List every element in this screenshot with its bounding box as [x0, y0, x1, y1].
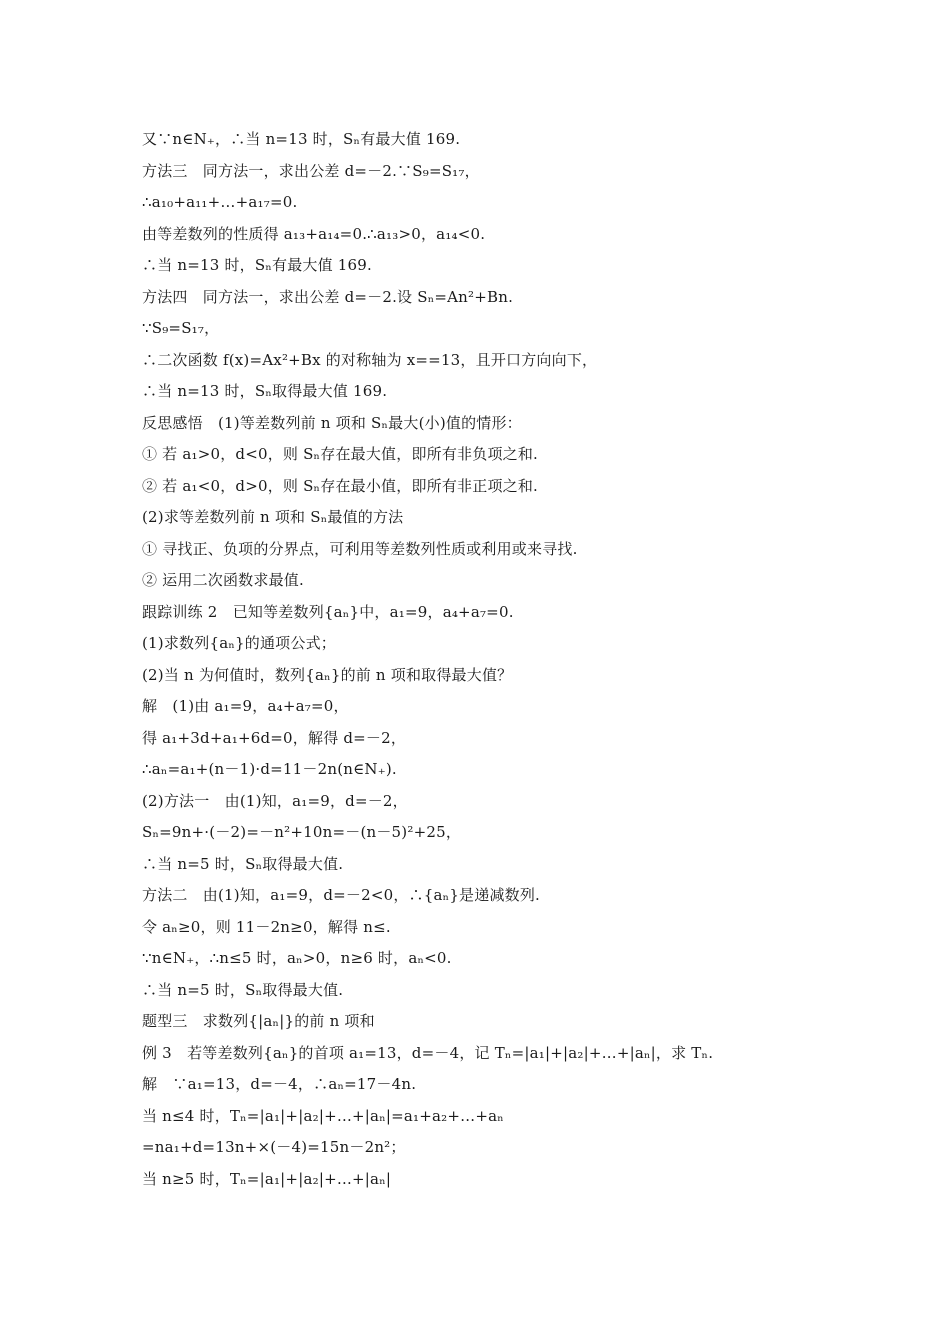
text-line: ∴当 n=13 时，Sₙ取得最大值 169. — [142, 382, 388, 400]
text-line: ∴二次函数 f(x)=Ax²+Bx 的对称轴为 x==13，且开口方向向下， — [142, 350, 598, 369]
text-line: (1)求数列{aₙ}的通项公式； — [142, 634, 336, 652]
text-line: ② 运用二次函数求最值. — [142, 571, 304, 589]
text-line: ∵S₉=S₁₇， — [142, 319, 220, 337]
text-line: 由等差数列的性质得 a₁₃+a₁₄=0.∴a₁₃>0，a₁₄<0. — [142, 224, 486, 243]
text-line: 当 n≥5 时，Tₙ=|a₁|+|a₂|+…+|aₙ| — [142, 1169, 392, 1188]
text-line: ① 若 a₁>0，d<0，则 Sₙ存在最大值，即所有非负项之和. — [142, 445, 539, 463]
text-line: (2)方法一 由(1)知，a₁=9，d=－2， — [142, 791, 408, 810]
text-line: 反思感悟 (1)等差数列前 n 项和 Sₙ最大(小)值的情形： — [142, 413, 522, 432]
text-line: 例 3 若等差数列{aₙ}的首项 a₁=13，d=－4，记 Tₙ=|a₁|+|a₂|+…+|aₙ|，求 Tₙ. — [142, 1043, 714, 1062]
text-line: 当 n≤4 时，Tₙ=|a₁|+|a₂|+…+|aₙ|=a₁+a₂+…+aₙ — [142, 1106, 504, 1125]
text-line: 解 ∵a₁=13，d=－4，∴aₙ=17－4n. — [142, 1075, 417, 1093]
text-line: 得 a₁+3d+a₁+6d=0，解得 d=－2， — [142, 728, 407, 747]
text-line: ① 寻找正、负项的分界点，可利用等差数列性质或利用或来寻找. — [142, 539, 578, 558]
document-body — [142, 124, 842, 1195]
text-line: 方法三 同方法一，求出公差 d=－2.∵S₉=S₁₇， — [142, 161, 480, 180]
text-line: 题型三 求数列{|aₙ|}的前 n 项和 — [142, 1012, 375, 1030]
text-line: ② 若 a₁<0，d>0，则 Sₙ存在最小值，即所有非正项之和. — [142, 476, 539, 495]
text-line: ∵n∈N₊，∴n≤5 时，aₙ>0，n≥6 时，aₙ<0. — [142, 949, 452, 967]
text-line: 令 aₙ≥0，则 11－2n≥0，解得 n≤. — [142, 917, 391, 936]
text-line: 方法四 同方法一，求出公差 d=－2.设 Sₙ=An²+Bn. — [142, 287, 514, 306]
text-line: ∴当 n=13 时，Sₙ有最大值 169. — [142, 256, 372, 274]
text-line: (2)当 n 为何值时，数列{aₙ}的前 n 项和取得最大值？ — [142, 665, 513, 684]
text-line: 又∵n∈N₊，∴当 n=13 时，Sₙ有最大值 169. — [142, 130, 461, 148]
text-line: 方法二 由(1)知，a₁=9，d=－2<0，∴{aₙ}是递减数列. — [142, 886, 541, 904]
text-line: (2)求等差数列前 n 项和 Sₙ最值的方法 — [142, 508, 404, 526]
text-line: 跟踪训练 2 已知等差数列{aₙ}中，a₁=9，a₄+a₇=0. — [142, 602, 514, 621]
text-line: 解 (1)由 a₁=9，a₄+a₇=0， — [142, 697, 349, 715]
text-line: =na₁+d=13n+×(－4)=15n－2n²； — [142, 1138, 406, 1156]
text-line: Sₙ=9n+·(－2)=－n²+10n=－(n－5)²+25， — [142, 823, 462, 841]
text-line: ∴当 n=5 时，Sₙ取得最大值. — [142, 854, 344, 873]
text-line: ∴当 n=5 时，Sₙ取得最大值. — [142, 980, 344, 999]
text-line: ∴a₁₀+a₁₁+…+a₁₇=0. — [142, 193, 298, 211]
text-line: ∴aₙ=a₁+(n－1)·d=11－2n(n∈N₊). — [142, 760, 397, 778]
